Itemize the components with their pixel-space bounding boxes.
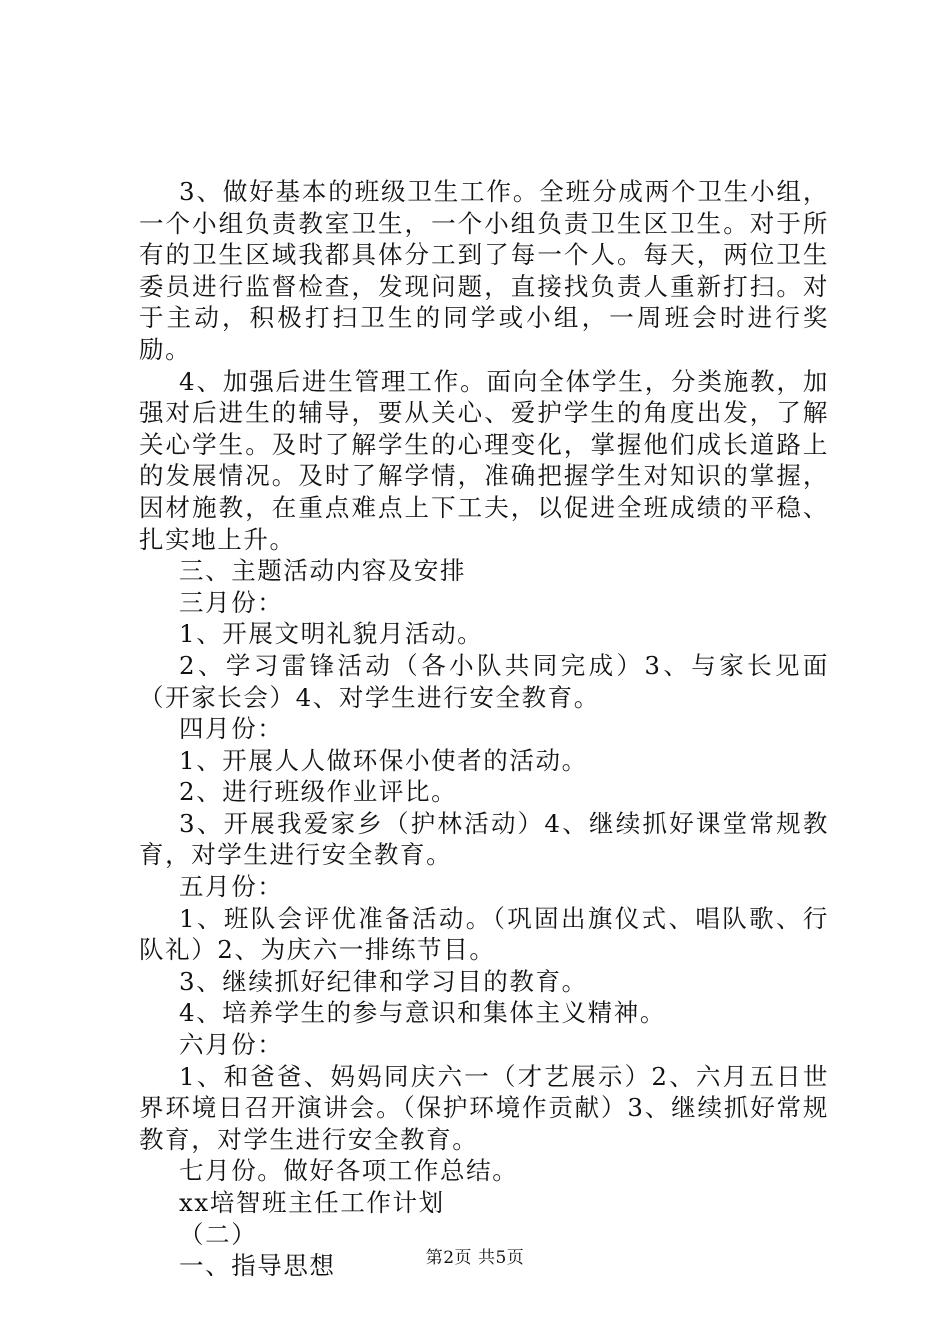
page-number-footer: 第2页 共5页 bbox=[425, 1248, 525, 1268]
list-item: 1、班队会评优准备活动。（巩固出旗仪式、唱队歌、行队礼）2、为庆六一排练节目。 bbox=[139, 903, 829, 965]
list-item: 2、学习雷锋活动（各小队共同完成）3、与家长见面（开家长会）4、对学生进行安全教育。 bbox=[139, 650, 829, 712]
month-heading-may: 五月份： bbox=[179, 872, 284, 902]
plan-subtitle: （二） bbox=[179, 1219, 258, 1249]
section-heading-activities: 三、主题活动内容及安排 bbox=[179, 556, 467, 586]
plan-title: xx培智班主任工作计划 bbox=[179, 1188, 445, 1217]
list-item: 4、培养学生的参与意识和集体主义精神。 bbox=[179, 998, 666, 1028]
paragraph-hygiene-work: 3、做好基本的班级卫生工作。全班分成两个卫生小组，一个小组负责教室卫生，一个小组负责卫生区卫生。对于所有的卫生区域我都具体分工到了每一个人。每天，两位卫生委员进行监督检查，发现问题，直接找负责人重新打扫。对于主动，积极打扫卫生的同学或小组，一周班会时进行奖励。 bbox=[139, 177, 829, 364]
document-body bbox=[139, 176, 829, 1282]
list-item: 2、进行班级作业评比。 bbox=[179, 777, 458, 807]
month-heading-april: 四月份： bbox=[179, 714, 284, 744]
month-summary-july: 七月份。做好各项工作总结。 bbox=[179, 1156, 519, 1186]
section-heading-guiding-thought: 一、指导思想 bbox=[179, 1251, 336, 1281]
month-heading-march: 三月份： bbox=[179, 587, 284, 617]
list-item: 1、开展文明礼貌月活动。 bbox=[179, 619, 484, 649]
month-heading-june: 六月份： bbox=[179, 1030, 284, 1060]
list-item: 1、和爸爸、妈妈同庆六一（才艺展示）2、六月五日世界环境日召开演讲会。（保护环境作贡献）3、继续抓好常规教育，对学生进行安全教育。 bbox=[139, 1061, 829, 1154]
paragraph-struggling-students: 4、加强后进生管理工作。面向全体学生，分类施教，加强对后进生的辅导，要从关心、爱护学生的角度出发，了解关心学生。及时了解学生的心理变化，掌握他们成长道路上的发展情况。及时了解学情，准确把握学生对知识的掌握，因材施教，在重点难点上下工夫，以促进全班成绩的平稳、扎实地上升。 bbox=[139, 366, 829, 554]
list-item: 1、开展人人做环保小使者的活动。 bbox=[179, 745, 588, 775]
list-item: 3、继续抓好纪律和学习目的教育。 bbox=[179, 966, 588, 996]
list-item: 3、开展我爱家乡（护林活动）4、继续抓好课堂常规教育，对学生进行安全教育。 bbox=[139, 808, 829, 870]
